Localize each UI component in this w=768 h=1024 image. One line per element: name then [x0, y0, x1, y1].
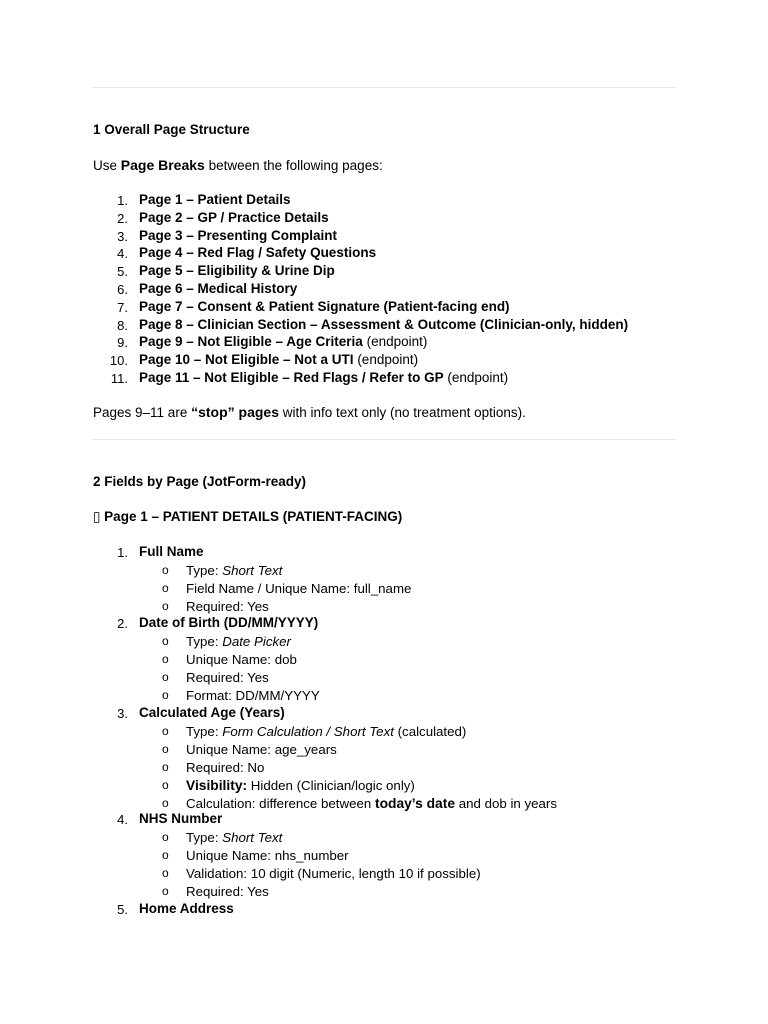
bullet-icon: o [162, 884, 169, 898]
field-detail [186, 742, 337, 757]
field-detail [186, 796, 557, 811]
detail-text: Type: [186, 634, 223, 649]
list-item-note: (endpoint) [353, 352, 419, 367]
field-detail [186, 688, 320, 703]
list-number: 5. [117, 264, 128, 279]
list-item [139, 281, 297, 296]
field-detail [186, 848, 349, 863]
field-detail [186, 760, 264, 775]
detail-text: Unique Name: age_years [186, 742, 337, 757]
top-rule [93, 87, 675, 88]
list-item [139, 352, 418, 367]
section1-intro [93, 157, 383, 173]
list-item [139, 370, 508, 385]
detail-text: Format: DD/MM/YYYY [186, 688, 320, 703]
list-number: 6. [117, 282, 128, 297]
field-label [139, 811, 222, 826]
mid-rule [93, 439, 675, 440]
field-detail [186, 830, 282, 845]
list-item [139, 299, 510, 314]
list-item [139, 210, 329, 225]
bullet-icon: o [162, 742, 169, 756]
detail-text: Hidden (Clinician/logic only) [247, 778, 415, 793]
list-item-title: Page 9 – Not Eligible – Age Criteria [139, 334, 363, 349]
intro-bold: Page Breaks [120, 157, 205, 173]
list-item-title: Page 7 – Consent & Patient Signature (Patient-facing end) [139, 299, 510, 314]
note-post: with info text only (no treatment options). [278, 405, 526, 420]
bullet-icon: o [162, 581, 169, 595]
section1-note [93, 404, 526, 420]
field-number: 1. [117, 545, 128, 560]
intro-pre: Use [93, 158, 121, 173]
detail-text: Validation: 10 digit (Numeric, length 10 if possible) [186, 866, 481, 881]
detail-text: Required: Yes [186, 599, 269, 614]
list-item-note: (endpoint) [362, 334, 428, 349]
list-item-note: (endpoint) [443, 370, 509, 385]
detail-bold: Visibility: [186, 778, 248, 793]
field-label [139, 615, 318, 630]
field-detail [186, 670, 269, 685]
field-number: 4. [117, 812, 128, 827]
detail-text: Type: [186, 563, 223, 578]
field-label-text: Full Name [139, 544, 204, 559]
list-item [139, 245, 376, 260]
intro-post: between the following pages: [204, 158, 383, 173]
bullet-icon: o [162, 760, 169, 774]
list-number: 9. [117, 335, 128, 350]
bullet-icon: o [162, 563, 169, 577]
field-detail [186, 778, 415, 793]
list-item-title: Page 4 – Red Flag / Safety Questions [139, 245, 377, 260]
bullet-icon: o [162, 652, 169, 666]
list-item-title: Page 2 – GP / Practice Details [139, 210, 329, 225]
detail-text: Unique Name: nhs_number [186, 848, 349, 863]
list-item [139, 192, 291, 207]
field-number: 5. [117, 902, 128, 917]
field-detail [186, 563, 282, 578]
field-detail [186, 652, 297, 667]
list-item [139, 334, 427, 349]
list-number: 10. [109, 353, 128, 368]
list-item-title: Page 5 – Eligibility & Urine Dip [139, 263, 335, 278]
detail-italic: Short Text [222, 563, 283, 578]
field-detail [186, 581, 411, 596]
list-item-title: Page 8 – Clinician Section – Assessment & Outcome (Clinician-only, hidden) [139, 317, 629, 332]
note-pre: Pages 9–11 are [93, 405, 192, 420]
field-detail [186, 866, 481, 881]
detail-text: Required: No [186, 760, 265, 775]
detail-text: Unique Name: dob [186, 652, 297, 667]
field-label-text: Home Address [139, 901, 234, 916]
list-number: 7. [117, 300, 128, 315]
detail-italic: Short Text [222, 830, 283, 845]
field-number: 2. [117, 616, 128, 631]
list-number: 3. [117, 229, 128, 244]
detail-italic: Form Calculation / Short Text [222, 724, 394, 739]
field-label [139, 544, 204, 559]
list-number: 2. [117, 211, 128, 226]
bullet-icon: o [162, 634, 169, 648]
detail-text: and dob in years [455, 796, 558, 811]
detail-text: (calculated) [393, 724, 467, 739]
detail-text: Type: [186, 724, 223, 739]
bullet-icon: o [162, 866, 169, 880]
page1-heading: ▯ Page 1 – PATIENT DETAILS (PATIENT-FACING) [93, 509, 403, 524]
field-detail [186, 634, 291, 649]
detail-text: Required: Yes [186, 884, 269, 899]
section2-heading: 2 Fields by Page (JotForm-ready) [93, 474, 307, 489]
bullet-icon: o [162, 688, 169, 702]
list-item [139, 263, 335, 278]
list-item [139, 317, 628, 332]
detail-text: Required: Yes [186, 670, 269, 685]
note-bold: “stop” pages [191, 404, 279, 420]
detail-text: Calculation: difference between [186, 796, 375, 811]
list-number: 11. [110, 371, 128, 386]
bullet-icon: o [162, 724, 169, 738]
list-item-title: Page 1 – Patient Details [139, 192, 291, 207]
field-label-text: Calculated Age (Years) [139, 705, 285, 720]
field-label [139, 901, 234, 916]
field-number: 3. [117, 706, 128, 721]
list-item-title: Page 10 – Not Eligible – Not a UTI [139, 352, 354, 367]
detail-bold: today’s date [375, 796, 455, 811]
list-number: 1. [117, 193, 128, 208]
field-label-text: Date of Birth (DD/MM/YYYY) [139, 615, 319, 630]
field-label-text: NHS Number [139, 811, 223, 826]
field-label [139, 705, 285, 720]
bullet-icon: o [162, 599, 169, 613]
section1-heading: 1 Overall Page Structure [93, 122, 250, 137]
bullet-icon: o [162, 670, 169, 684]
list-item-title: Page 11 – Not Eligible – Red Flags / Refer to GP [139, 370, 444, 385]
bullet-icon: o [162, 830, 169, 844]
list-item-title: Page 6 – Medical History [139, 281, 298, 296]
list-number: 4. [117, 246, 128, 261]
field-detail [186, 599, 269, 614]
field-detail [186, 724, 466, 739]
detail-italic: Date Picker [222, 634, 291, 649]
list-item-title: Page 3 – Presenting Complaint [139, 228, 338, 243]
detail-text: Field Name / Unique Name: full_name [186, 581, 412, 596]
list-number: 8. [117, 318, 128, 333]
detail-text: Type: [186, 830, 223, 845]
field-detail [186, 884, 269, 899]
bullet-icon: o [162, 848, 169, 862]
bullet-icon: o [162, 778, 169, 792]
bullet-icon: o [162, 796, 169, 810]
list-item [139, 228, 337, 243]
